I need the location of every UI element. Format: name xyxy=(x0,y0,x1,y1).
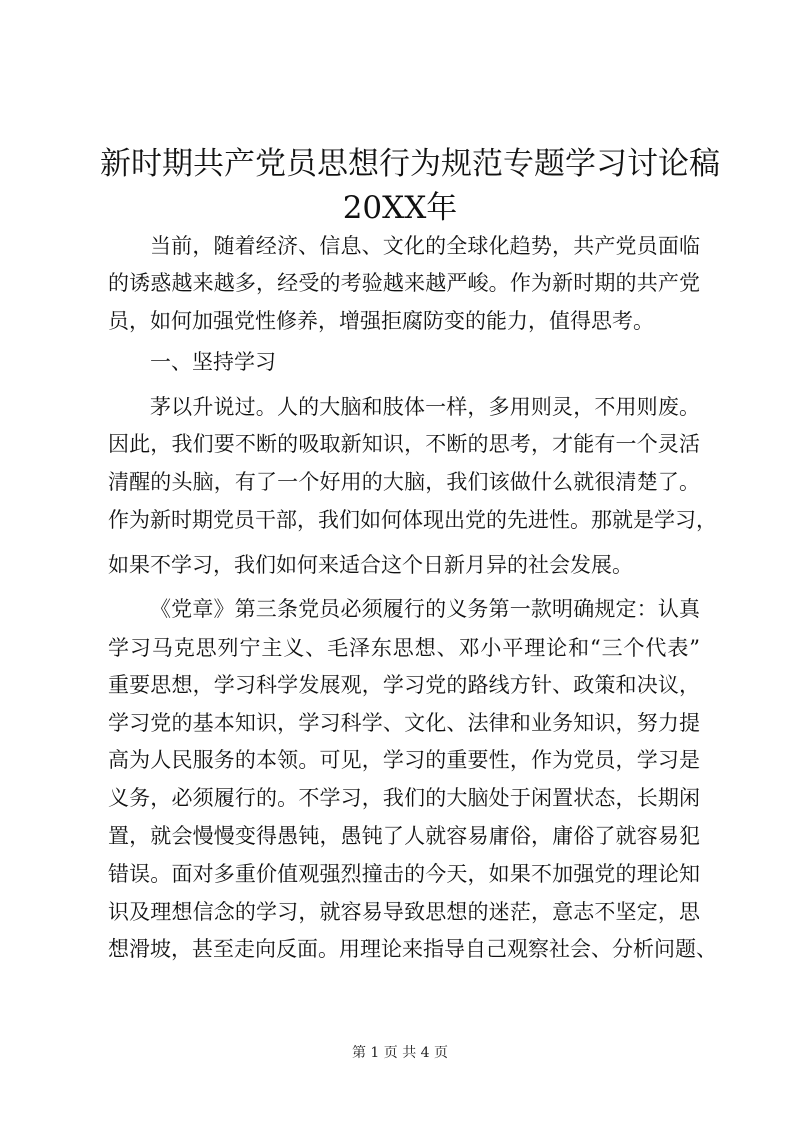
body-text-line: 《党章》第三条党员必须履行的义务第一款明确规定：认真 xyxy=(150,597,700,621)
body-text-line: 义务，必须履行的。不学习，我们的大脑处于闲置状态，长期闲 xyxy=(108,786,700,810)
body-text-line: 茅以升说过。人的大脑和肢体一样，多用则灵，不用则废。 xyxy=(150,395,700,419)
body-text-line: 想滑坡，甚至走向反面。用理论来指导自己观察社会、分析问题、 xyxy=(108,937,717,961)
body-text-line: 学习马克思列宁主义、毛泽东思想、邓小平理论和“三个代表” xyxy=(108,636,700,660)
body-text-line: 高为人民服务的本领。可见，学习的重要性，作为党员，学习是 xyxy=(108,748,700,772)
body-text-line: 错误。面对多重价值观强烈撞击的今天，如果不加强党的理论知 xyxy=(108,862,700,886)
body-text-line: 清醒的头脑，有了一个好用的大脑，我们该做什么就很清楚了。 xyxy=(108,470,700,494)
body-text-line: 因此，我们要不断的吸取新知识，不断的思考，才能有一个灵活 xyxy=(108,432,700,456)
body-text-line: 员，如何加强党性修养，增强拒腐防变的能力，值得思考。 xyxy=(108,309,654,333)
body-text-line: 识及理想信念的学习，就容易导致思想的迷茫，意志不坚定，思 xyxy=(108,900,700,924)
document-title-line-2: 20XX年 xyxy=(342,190,458,226)
body-text-line: 的诱惑越来越多，经受的考验越来越严峻。作为新时期的共产党 xyxy=(108,271,700,295)
body-text-line: 置，就会慢慢变得愚钝，愚钝了人就容易庸俗，庸俗了就容易犯 xyxy=(108,824,700,848)
page-number-footer: 第 1 页 共 4 页 xyxy=(351,1045,449,1061)
body-text-line: 学习党的基本知识，学习科学、文化、法律和业务知识，努力提 xyxy=(108,711,700,735)
body-text-line: 重要思想，学习科学发展观，学习党的路线方针、政策和决议， xyxy=(108,673,700,697)
section-heading: 一、坚持学习 xyxy=(150,350,276,374)
body-text-line: 作为新时期党员干部，我们如何体现出党的先进性。那就是学习， xyxy=(108,508,717,532)
body-text-line: 当前，随着经济、信息、文化的全球化趋势，共产党员面临 xyxy=(150,234,700,258)
body-text-line: 如果不学习，我们如何来适合这个日新月异的社会发展。 xyxy=(108,553,633,577)
document-title-line-1: 新时期共产党员思想行为规范专题学习讨论稿 xyxy=(100,146,720,182)
